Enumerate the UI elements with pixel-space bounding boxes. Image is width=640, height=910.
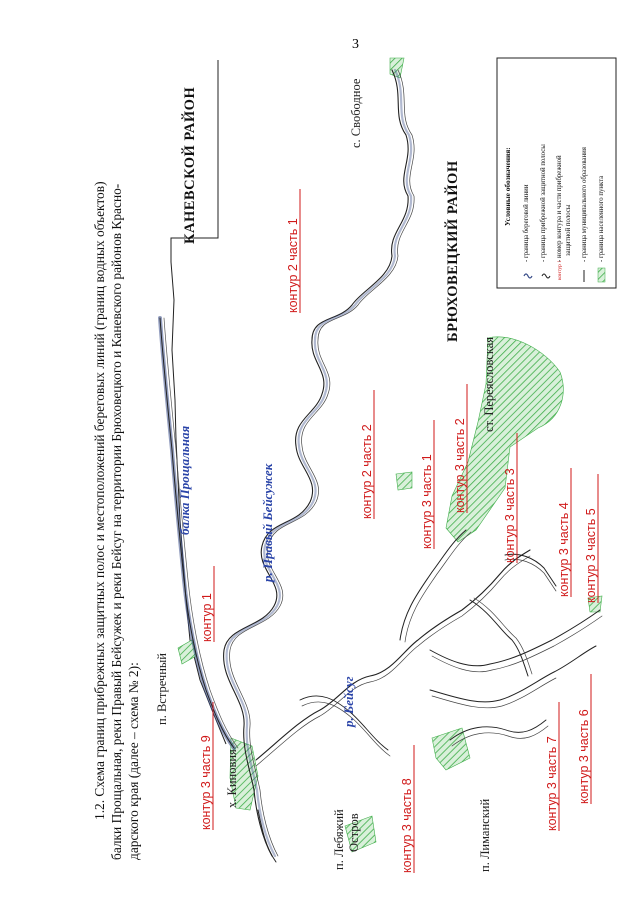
legend-item-3b: защитной полосы bbox=[565, 204, 572, 256]
legend bbox=[497, 58, 616, 288]
heading-line-1: 1.2. Схема границ прибрежных защитных полос и местоположений береговых линий (границ водных объектов) bbox=[92, 181, 107, 820]
label-bryukhovetsky-district: БРЮХОВЕЦКИЙ РАЙОН bbox=[445, 160, 461, 342]
label-beysug: р. Бейсуг bbox=[341, 676, 356, 727]
contour-labels bbox=[199, 218, 598, 873]
contour-3-part-7-label: контур 3 часть 7 bbox=[545, 736, 559, 831]
legend-title: Условные обозначения: bbox=[503, 147, 512, 226]
river-pravy-beysuzhek-line bbox=[224, 70, 415, 856]
contour-3-part-6-label: контур 3 часть 6 bbox=[577, 709, 591, 804]
river-beysug-line bbox=[256, 530, 602, 766]
contour-3-part-2-label: контур 3 часть 2 bbox=[453, 418, 467, 513]
settlement-pereyaslovskaya-part bbox=[396, 472, 412, 490]
label-limansky: п. Лиманский bbox=[478, 798, 492, 872]
legend-item-2: - граница прибрежной защитной полосы bbox=[540, 144, 547, 262]
label-pereyaslovskaya: ст. Переясловская bbox=[482, 336, 496, 432]
contour-2-part-1-label: контур 2 часть 1 bbox=[286, 218, 300, 313]
legend-item-5: - граница населенного пункта bbox=[598, 175, 605, 262]
contour-3-part-4-label: контур 3 часть 4 bbox=[557, 502, 571, 597]
legend-item-1: - граница береговой линии bbox=[523, 184, 530, 262]
contour-3-part-3-label: контур 3 часть 3 bbox=[503, 468, 517, 563]
balka-proshchalnaya-line bbox=[160, 318, 238, 748]
legend-item-4: - граница муниципального образования bbox=[581, 147, 588, 262]
label-lebyazhiy-1: п. Лебяжий bbox=[332, 809, 346, 870]
legend-item-3: - номер контура и части прибрежной bbox=[556, 155, 563, 262]
label-balka-proshchalnaya: балка Прощальная bbox=[177, 425, 192, 535]
contour-2-part-2-label: контур 2 часть 2 bbox=[360, 424, 374, 519]
label-svobodnoe: с. Свободное bbox=[349, 78, 363, 148]
legend-contour-sample: контур 1 bbox=[557, 259, 563, 280]
label-vstrechny: п. Встречный bbox=[155, 653, 169, 725]
contour-3-part-8-label: контур 3 часть 8 bbox=[400, 778, 414, 873]
heading-line-3: дарского края (далее – схема № 2): bbox=[126, 662, 141, 860]
legend-swatch-settlement bbox=[598, 268, 605, 282]
municipal-boundary bbox=[171, 60, 226, 744]
contour-3-part-1-label: контур 3 часть 1 bbox=[420, 454, 434, 549]
heading-line-2: балки Прощальная, реки Правый Бейсужек и реки Бейсуг на территории Брюховецкого и Каневского районов Красно- bbox=[109, 183, 124, 860]
settlement-limansky bbox=[432, 728, 470, 770]
heading bbox=[92, 181, 141, 860]
contour-3-part-5-label: контур 3 часть 5 bbox=[584, 508, 598, 603]
label-lebyazhiy-2: Остров bbox=[347, 813, 361, 852]
label-pravy-beysuzhek: р. Правый Бейсужек bbox=[260, 463, 275, 582]
contour-3-part-9-label: контур 3 часть 9 bbox=[199, 735, 213, 830]
label-kanevskoy-district: КАНЕВСКОЙ РАЙОН bbox=[182, 86, 198, 244]
label-kinoviya: х. Киновия bbox=[225, 749, 239, 808]
page-number: 3 bbox=[352, 37, 359, 52]
contour-1-label: контур 1 bbox=[200, 593, 214, 642]
